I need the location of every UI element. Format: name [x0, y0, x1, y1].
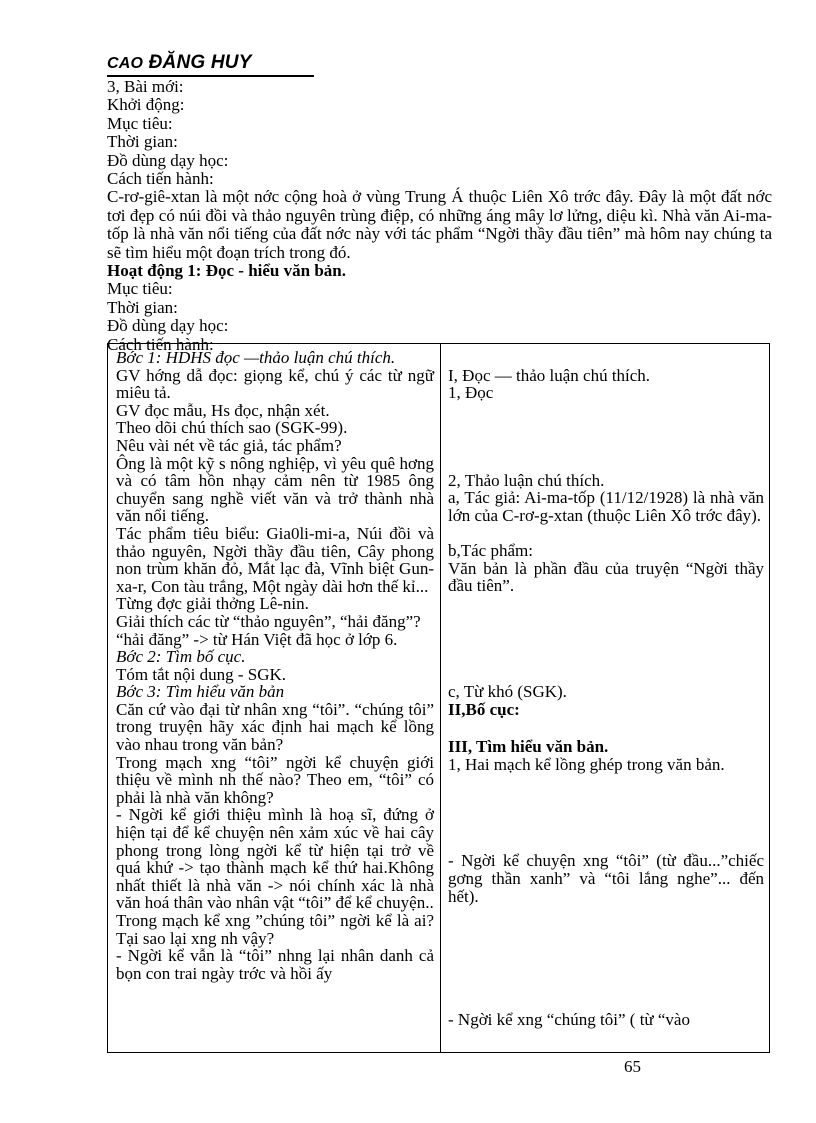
left-text: Từng đợc giải thởng Lê-nin.	[116, 594, 309, 614]
activity-procedure-line: Cách tiến hành:	[107, 334, 214, 354]
left-text: Theo dõi chú thích sao (SGK-99).	[116, 418, 348, 438]
step-1-heading: Bớc 1: HDHS đọc —thảo luận chú thích.	[116, 348, 396, 367]
left-text: “hải đăng” -> từ Hán Việt đã học ở lớp 6.	[116, 629, 398, 649]
activity-title: Hoạt động 1: Đọc - hiểu văn bản.	[107, 261, 346, 281]
step-3-heading: Bớc 3: Tìm hiểu văn bản	[116, 682, 285, 702]
left-text: Tóm tắt nội dung - SGK.	[116, 664, 286, 684]
right-text: - Ngời kể xng “chúng tôi” ( từ “vào	[448, 1010, 690, 1030]
left-text: Trong mạch xng “tôi” ngời kể chuyện giới thiệu về mình nh thế nào? Theo em, “tôi” có phải là nhà văn không?	[116, 752, 434, 807]
procedure-line: Cách tiến hành:	[107, 169, 214, 189]
subsection-heading: 1, Hai mạch kể lồng ghép trong văn bản.	[448, 754, 725, 774]
new-lesson-line: 3, Bài mới:	[107, 77, 184, 96]
teacher-activity-column	[116, 349, 434, 982]
intro-paragraph: C-rơ-giê-xtan là một nớc cộng hoà ở vùng Trung Á thuộc Liên Xô trớc đây. Đây là một đất nớc tơi đẹp có núi đồi và thảo nguyên trùng điệp, có những áng mây lơ lửng, diệu kì. Nhà văn Ai-ma-tốp là nhà văn nổi tiếng của đất nớc này với tác phẩm “Ngời thầy đầu tiên” mà hôm nay chúng ta sẽ tìm hiểu một đoạn trích trong đó.	[107, 187, 772, 262]
student-content-column	[448, 349, 764, 1029]
right-text: a, Tác giả: Ai-ma-tốp (11/12/1928) là nhà văn lớn của C-rơ-g-xtan (thuộc Liên Xô trớc đây).	[448, 488, 764, 525]
left-text: Nêu vài nét về tác giả, tác phẩm?	[116, 435, 342, 455]
lesson-intro	[107, 78, 772, 354]
activity-materials-line: Đồ dùng dạy học:	[107, 316, 229, 336]
author-header	[107, 52, 314, 77]
warmup-line: Khởi động:	[107, 95, 185, 115]
author-name: ĐĂNG HUY	[148, 52, 252, 73]
subsection-heading: 2, Thảo luận chú thích.	[448, 470, 605, 490]
left-text: Trong mạch kể xng ”chúng tôi” ngời kể là ai? Tại sao lại xng nh vậy?	[116, 911, 434, 948]
right-text: Văn bản là phần đầu của truyện “Ngời thầy đầu tiên”.	[448, 558, 764, 596]
section-heading: III, Tìm hiểu văn bản.	[448, 737, 609, 757]
author-prefix: CAO	[107, 55, 144, 72]
activity-objective-line: Mục tiêu:	[107, 279, 173, 299]
subsection-heading: 1, Đọc	[448, 383, 494, 403]
left-text: Căn cứ vào đại từ nhân xng “tôi”. “chúng tôi” trong truyện hãy xác định hai mạch kể lồng vào nhau trong văn bản?	[116, 699, 434, 755]
right-text: - Ngời kể chuyện xng “tôi” (từ đầu...”chiếc gơng thần xanh” và “tôi lắng nghe”... đến hết).	[448, 851, 764, 906]
left-text: Giải thích các từ “thảo nguyên”, “hải đăng”?	[116, 611, 421, 631]
page-number: 65	[624, 1057, 641, 1076]
column-divider	[440, 344, 441, 1052]
section-heading: I, Đọc — thảo luận chú thích.	[448, 365, 651, 385]
activity-time-line: Thời gian:	[107, 297, 178, 317]
objective-line: Mục tiêu:	[107, 113, 173, 133]
time-line: Thời gian:	[107, 132, 178, 152]
left-text: GV đọc mẫu, Hs đọc, nhận xét.	[116, 400, 330, 420]
right-text: b,Tác phẩm:	[448, 541, 533, 561]
left-text: Ông là một kỹ s nông nghiệp, vì yêu quê hơng và có tâm hồn nhạy cảm nên từ 1985 ông chuyển sang nghề viết văn và trở thành nhà văn nổi tiếng.	[116, 453, 434, 526]
left-text: Tác phẩm tiêu biểu: Gia0li-mi-a, Núi đồi và thảo nguyên, Ngời thầy đầu tiên, Cây phong non trùm khăn đỏ, Mắt lạc đà, Vĩnh biệt Gun-xa-r, Con tàu trắng, Một ngày dài hơn thế kỉ...	[116, 523, 434, 596]
left-text: - Ngời kể giới thiệu mình là hoạ sĩ, đứng ở hiện tại để kể chuyện nên xảm xúc về hai cây phong trong lòng ngời kể từ hiện tại trở về quá khứ -> tạo thành mạch kể thứ hai.Không nhất thiết là nhà văn -> nói chính xác là nhà văn hoá thân vào nhân vật “tôi” để kể chuyện..	[116, 805, 434, 913]
step-2-heading: Bớc 2: Tìm bố cục.	[116, 647, 246, 667]
section-heading: II,Bố cục:	[448, 699, 520, 719]
left-text: - Ngời kể vẫn là “tôi” nhng lại nhân danh cả bọn con trai ngày trớc và hồi ấy	[116, 946, 434, 983]
left-text: GV hớng dẫ đọc: giọng kể, chú ý các từ ngữ miêu tả.	[116, 365, 434, 403]
lesson-table	[107, 343, 770, 1053]
materials-line: Đồ dùng dạy học:	[107, 150, 229, 170]
right-text: c, Từ khó (SGK).	[448, 681, 567, 701]
